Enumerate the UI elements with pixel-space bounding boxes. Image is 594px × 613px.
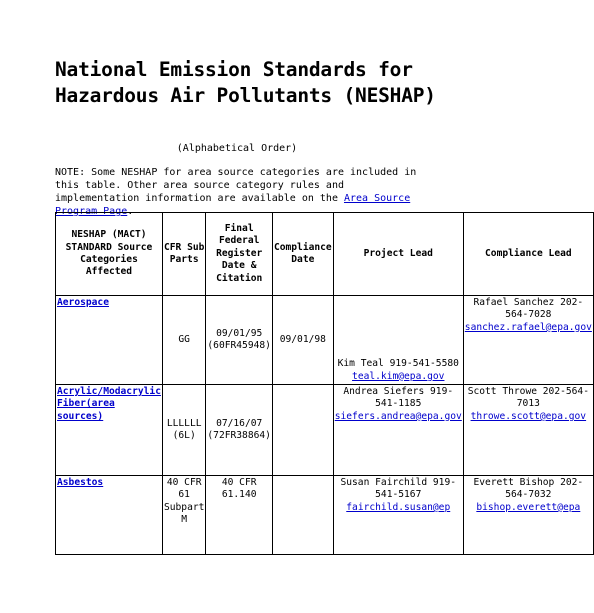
header-compliance-lead: Compliance Lead: [463, 213, 593, 296]
final-cell: 09/01/95 (60FR45948): [206, 296, 273, 385]
compliance-lead-cell: [463, 476, 593, 555]
compliance-lead-name: Everett Bishop 202-564-7032: [473, 477, 584, 501]
final-cell: 40 CFR 61.140: [206, 476, 273, 555]
project-lead-cell: [333, 296, 463, 385]
header-compliance-date: Compliance Date: [272, 213, 333, 296]
neshap-table: [55, 212, 594, 555]
project-lead-email[interactable]: siefers.andrea@epa.gov: [334, 410, 462, 422]
project-lead-email[interactable]: fairchild.susan@ep: [346, 501, 451, 513]
project-lead-name: Kim Teal 919-541-5580: [337, 358, 459, 370]
note-end: .: [127, 206, 134, 217]
compliance-date-cell: [272, 385, 333, 476]
compliance-lead-name: Rafael Sanchez 202-564-7028: [473, 297, 584, 321]
compliance-lead-email[interactable]: sanchez.rafael@epa.gov: [464, 321, 592, 333]
category-cell: [56, 385, 163, 476]
table-row: [56, 296, 594, 385]
category-link[interactable]: Acrylic/Modacrylic Fiber(area sources): [57, 386, 161, 422]
final-cell: 07/16/07 (72FR38864): [206, 385, 273, 476]
note-text: NOTE: Some NESHAP for area source categories are included in this table. Other area source category rules and implementation information are available on the: [55, 167, 417, 204]
page-title: National Emission Standards for Hazardous Air Pollutants (NESHAP): [55, 58, 436, 107]
compliance-lead-cell: [463, 296, 593, 385]
note-paragraph: [55, 166, 425, 218]
compliance-date-cell: [272, 476, 333, 555]
category-link[interactable]: Asbestos: [57, 477, 104, 488]
compliance-lead-email[interactable]: bishop.everett@epa: [476, 501, 581, 513]
project-lead-name: Andrea Siefers 919-541-1185: [343, 386, 454, 410]
project-lead-cell: [333, 385, 463, 476]
project-lead-email[interactable]: teal.kim@epa.gov: [352, 370, 445, 382]
category-link[interactable]: Aerospace: [57, 297, 109, 308]
area-source-program-link[interactable]: Area Source Program Page: [55, 193, 411, 217]
project-lead-cell: [333, 476, 463, 555]
cfr-cell: GG: [162, 296, 205, 385]
header-standard: NESHAP (MACT) STANDARD Source Categories Affected: [56, 213, 163, 296]
compliance-lead-email[interactable]: throwe.scott@epa.gov: [470, 410, 587, 422]
header-final: Final Federal Register Date & Citation: [206, 213, 273, 296]
category-cell: [56, 296, 163, 385]
table-row: [56, 385, 594, 476]
header-cfr: CFR Sub Parts: [162, 213, 205, 296]
compliance-date-cell: 09/01/98: [272, 296, 333, 385]
page-subtitle: (Alphabetical Order): [176, 143, 298, 154]
category-cell: [56, 476, 163, 555]
header-row: [56, 213, 594, 296]
compliance-lead-name: Scott Throwe 202-564-7013: [467, 386, 589, 410]
cfr-cell: LLLLLL (6L): [162, 385, 205, 476]
cfr-cell: 40 CFR 61 Subpart M: [162, 476, 205, 555]
header-project-lead: Project Lead: [333, 213, 463, 296]
project-lead-name: Susan Fairchild 919-541-5167: [340, 477, 457, 501]
table-row: [56, 476, 594, 555]
compliance-lead-cell: [463, 385, 593, 476]
